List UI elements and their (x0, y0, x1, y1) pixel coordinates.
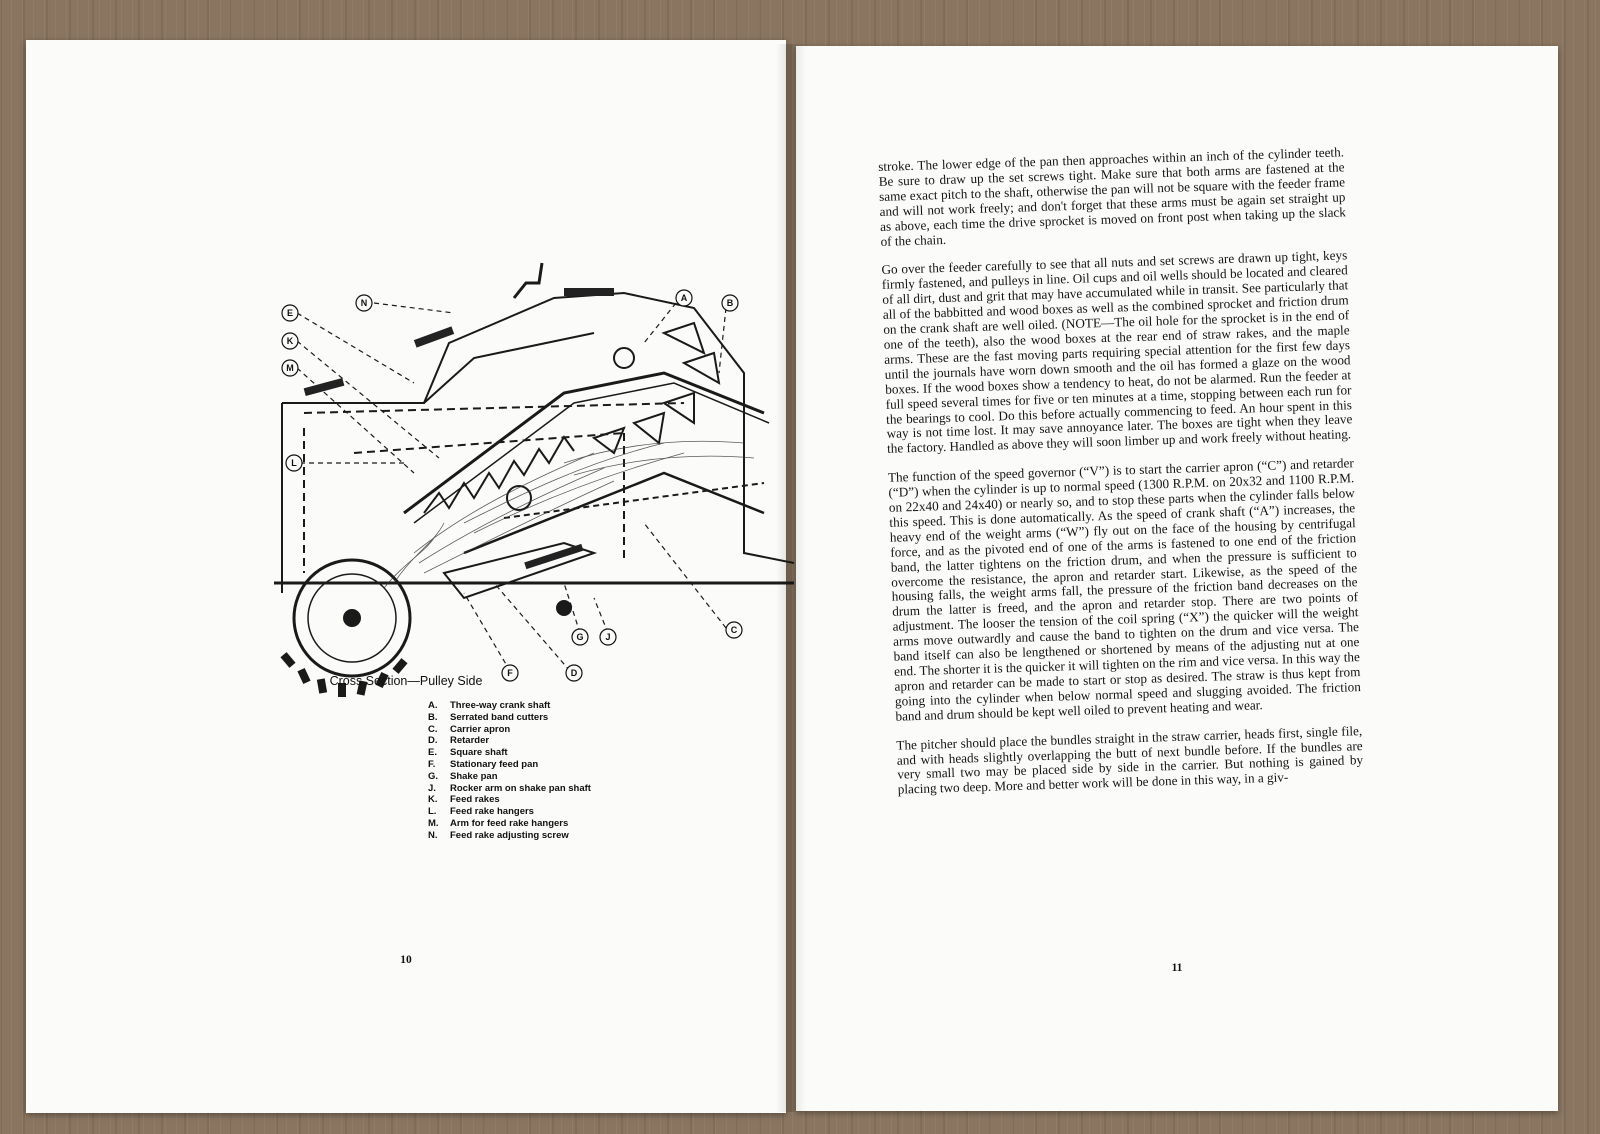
svg-text:J: J (605, 632, 611, 642)
left-page (26, 40, 786, 1113)
callout-k (282, 333, 298, 349)
book-spine (776, 44, 806, 1112)
feeder-illustration (264, 253, 794, 713)
legend-item: D. Retarder (428, 735, 490, 747)
paragraph: The pitcher should place the bundles straight in the straw carrier, heads first, single file, and with heads slightly overlapping the butt of next bundle before. If the bundles are very small two may be placed side by side in the carrier. But nothing is gained by placing two deep. More and better work will be done in this way, in a giv- (896, 722, 1364, 798)
svg-text:E: E (286, 308, 294, 318)
svg-text:N: N (360, 298, 368, 308)
callout-a (676, 290, 692, 306)
callout-l (286, 455, 302, 471)
callout-m (282, 360, 298, 376)
svg-text:C: C (730, 625, 738, 635)
svg-text:B: B (726, 298, 734, 308)
legend-item: E. Square shaft (428, 747, 508, 759)
paragraph: The function of the speed governor (“V”) is to start the carrier apron (“C”) and retarder (“D”) when the cylinder is up to normal speed (1300 R.P.M. on 20x32 and 1100 R.P.M. on 22x40 and 24x40) or nearly so, and to stop these parts when the cylinder falls below this speed. This is done automatically. As the speed of crank shaft (“A”) increases, the heavy end of the weight arms (“W”) fly out on the face of the housing by centrifugal force, and as the pivoted end of one of the arms is fastened to one end of the friction band, the latter tightens on the friction drum, and when the pressure is sufficient to overcome the resistance, the apron and retarder start. Likewise, as the speed of the housing falls, the weight arms fall, the pressure of the friction band decreases on the drum the latter is freed, and the apron and retarder stop. There are two points of adjustment. The looser the tension of the coil spring (“X”) the quicker will the weight arms move outwardly and cause the band to tighten on the drum and vice versa. The band itself can also be lengthened or shortened by means of the adjusting nut at one end. The shorter it is the quicker it will tighten on the rim and vice versa. In this way the apron and retarder can be made to start or stop as desired. The straw is thus kept from going into the cylinder when below normal speed and slugging avoided. The friction band and drum should be kept well oiled to prevent heating and wear. (887, 455, 1362, 724)
body-text (878, 145, 1364, 812)
legend-item: K. Feed rakes (428, 794, 500, 806)
page-number-left: 10 (400, 954, 412, 966)
figure-legend (428, 700, 591, 842)
legend-item: L. Feed rake hangers (428, 806, 534, 818)
right-page (796, 46, 1558, 1111)
cross-section-diagram (264, 253, 794, 713)
legend-item: N. Feed rake adjusting screw (428, 829, 569, 841)
legend-item: A. Three-way crank shaft (428, 700, 551, 711)
svg-text:L: L (291, 458, 297, 468)
page-number-right: 11 (1171, 962, 1183, 974)
callout-b (722, 295, 738, 311)
paragraph: stroke. The lower edge of the pan then approaches within an inch of the cylinder teeth. Be sure to draw up the set screws tight. Make sure that both arms are fastened at the same exact pitch to the shaft, otherwise the pan will not be square with the feeder frame and will not work freely; and don't forget that these arms must be again set straight up as above, each time the drive sprocket is moved on front post when taking up the slack of the chain. (877, 144, 1347, 249)
callout-g (572, 629, 588, 645)
legend-item: B. Serrated band cutters (428, 711, 549, 723)
legend-item: J. Rocker arm on shake pan shaft (428, 782, 591, 794)
paragraph: Go over the feeder carefully to see that all nuts and set screws are drawn up tight, keys firmly fastened, and pulleys in line. Oil cups and oil wells should be located and cleared of all dirt, dust and grit that may have accumulated while in transit. See particularly that all of the babbitted and wood boxes as well as the combined sprocket and friction drum on the crank shaft are well oiled. (NOTE—The oil hole for the sprocket is in the end of one of the teeth), also the wood boxes at the rear end of straw rakes, and the maple arms. These are the fast moving parts requiring special attention for the first few days until the journals have worn down smooth and the oil has formed a glaze on the wood boxes. If the wood boxes show a tendency to heat, do not be alarmed. Run the feeder at full speed several times for five or ten minutes at a time, stopping between each run for the bearings to cool. Do this before actually commencing to feed. An hour spent in this way is not time lost. It may save annoyance later. The boxes are tight when they leave the factory. Handled as above they will soon limber up and work freely without heating. (881, 247, 1353, 457)
legend-item: G. Shake pan (428, 770, 498, 782)
legend-item: F. Stationary feed pan (428, 758, 539, 770)
callout-n (356, 295, 372, 311)
svg-text:G: G (576, 632, 584, 642)
svg-text:F: F (507, 668, 513, 678)
svg-text:K: K (286, 336, 294, 346)
callout-c (726, 622, 742, 638)
legend-item: C. Carrier apron (428, 723, 511, 735)
svg-text:A: A (680, 293, 688, 303)
callout-e (282, 305, 298, 321)
figure-caption: Cross Section—Pulley Side (329, 674, 483, 688)
legend-item: M. Arm for feed rake hangers (428, 817, 569, 829)
svg-text:D: D (570, 668, 578, 678)
svg-text:M: M (286, 363, 294, 373)
callout-j (600, 629, 616, 645)
